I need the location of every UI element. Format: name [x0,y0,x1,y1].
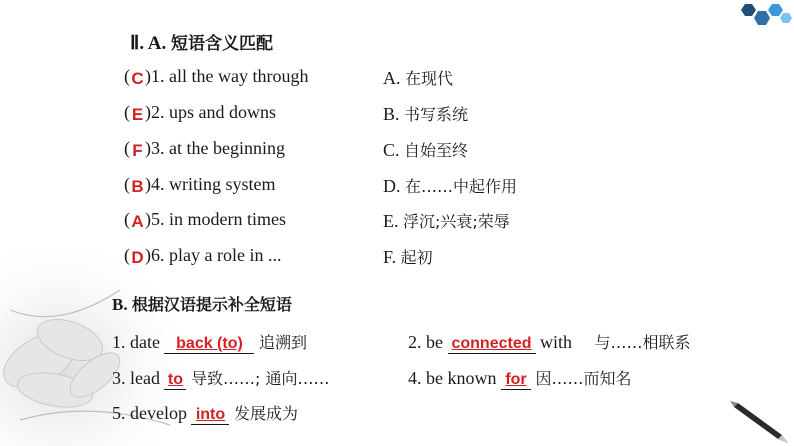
answer-letter: D [131,248,144,267]
fill-prefix: 3. lead [112,368,160,388]
part-a-heading-label: Ⅱ. A. [130,33,167,54]
part-b-heading [112,292,292,315]
option-meaning: 在现代 [405,69,454,88]
answer-letter: F [132,141,143,160]
option-letter: C. [383,140,400,160]
fill-item-4 [408,366,632,390]
match-item-5: (A)5. in modern times [124,209,286,231]
item-text: )1. all the way through [145,66,309,86]
fill-meaning: 与……相联系 [594,333,691,352]
option-e [383,209,510,232]
part-b-heading-title: 根据汉语提示补全短语 [131,295,292,314]
fill-answer: for [501,371,531,390]
fill-item-1 [112,330,307,354]
option-a [383,66,453,89]
fill-prefix: 4. be known [408,368,497,388]
item-text: )6. play a role in ... [145,245,282,265]
option-meaning: 起初 [400,248,433,267]
fill-prefix: 5. develop [112,403,187,423]
part-b-heading-label: B. [112,295,128,314]
option-f [383,245,433,268]
option-letter: E. [383,211,399,231]
option-letter: D. [383,176,401,196]
fill-item-5 [112,401,298,425]
option-meaning: 在……中起作用 [405,177,518,196]
option-b [383,102,468,125]
item-text: )5. in modern times [145,209,286,229]
part-a-heading-title: 短语含义匹配 [171,34,274,54]
hexagon-cluster-icon [735,0,794,30]
match-item-1: (C)1. all the way through [124,66,309,88]
answer-letter: C [131,69,144,88]
fill-meaning: 导致……; 通向…… [190,369,330,388]
pen-icon [730,395,794,446]
fill-answer: back (to) [164,335,254,354]
item-text: )3. at the beginning [145,138,285,158]
match-item-2: ( E )2. ups and downs [124,102,276,124]
option-d [383,174,517,197]
fill-answer: into [191,406,229,425]
fill-item-3 [112,366,329,390]
option-letter: F. [383,247,397,267]
option-letter: A. [383,68,401,88]
option-letter: B. [383,104,400,124]
option-c [383,138,468,161]
fill-prefix: 1. date [112,332,160,352]
option-meaning: 书写系统 [404,105,469,124]
fill-meaning: 因……而知名 [535,369,632,388]
fill-suffix: with [535,332,573,352]
match-item-6: (D)6. play a role in ... [124,245,282,267]
part-a-heading [130,29,273,55]
fill-meaning: 追溯到 [258,333,307,352]
fill-item-2 [408,330,691,354]
match-item-3: ( F )3. at the beginning [124,138,285,160]
answer-letter: B [131,177,144,196]
fill-prefix: 2. be [408,332,443,352]
match-item-4: (B)4. writing system [124,174,276,196]
item-text: )4. writing system [145,174,276,194]
answer-letter: E [131,105,144,124]
option-meaning: 自始至终 [404,141,469,160]
answer-letter: A [131,212,144,231]
item-text: )2. ups and downs [145,102,276,122]
fill-answer: connected [448,335,536,354]
fill-answer: to [164,371,186,390]
fill-meaning: 发展成为 [233,404,298,423]
option-meaning: 浮沉;兴衰;荣辱 [403,212,510,231]
